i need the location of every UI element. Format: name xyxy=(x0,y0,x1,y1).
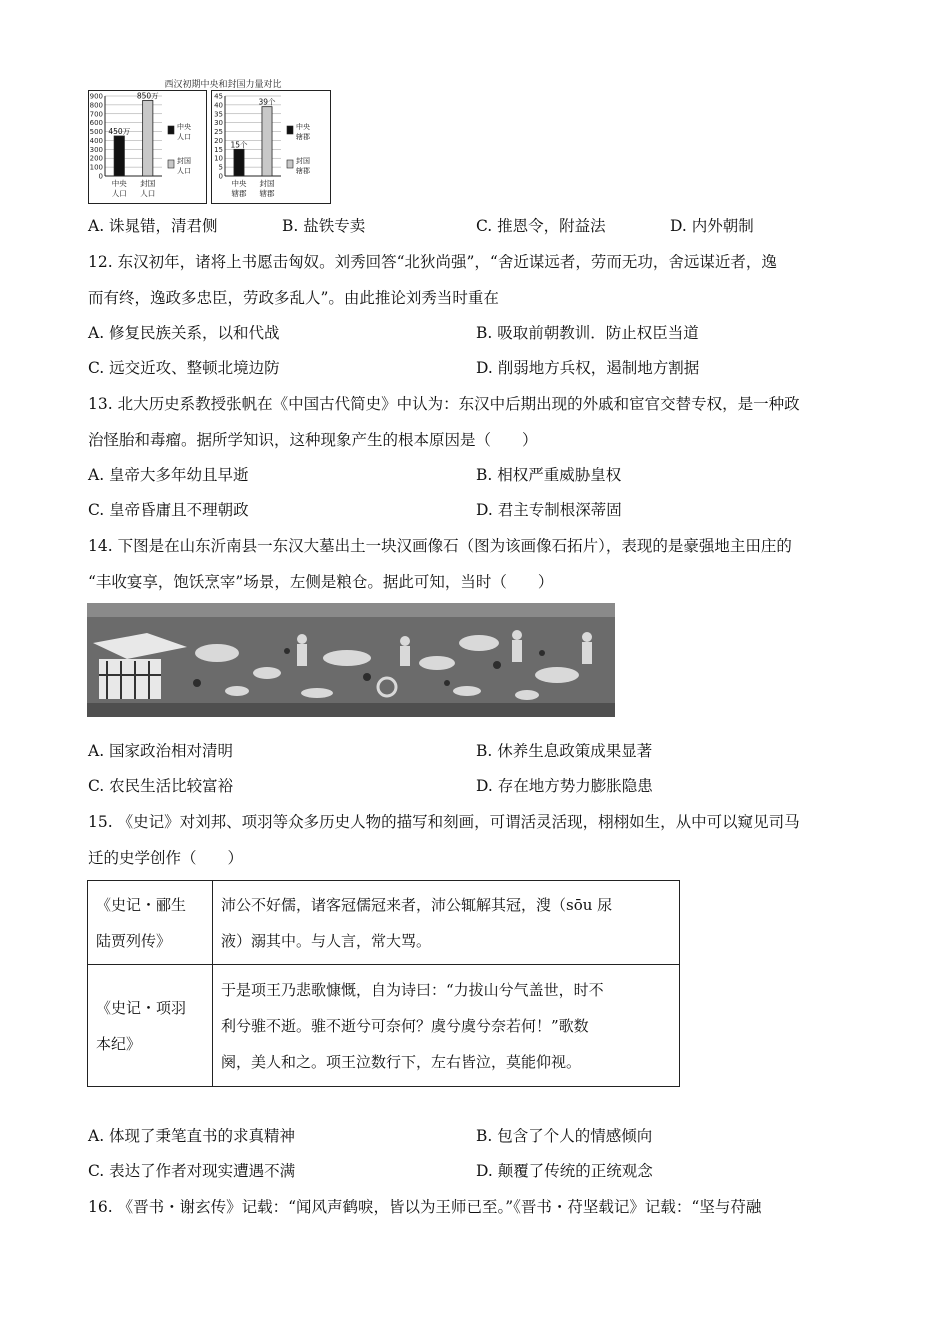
q14-option-d[interactable]: D. 存在地方势力膨胀隐患 xyxy=(476,777,653,795)
legend-swatch xyxy=(168,160,174,168)
q15-stem-line2: 迁的史学创作（ ） xyxy=(88,849,244,867)
legend-swatch xyxy=(287,160,293,168)
table-row xyxy=(88,965,680,1087)
x-tick-label: 封国 xyxy=(140,179,156,188)
table-row xyxy=(88,881,680,965)
q15-option-d[interactable]: D. 颠覆了传统的正统观念 xyxy=(476,1162,653,1180)
q11-chart-svg xyxy=(88,76,333,204)
y-tick-label: 20 xyxy=(214,136,223,145)
text-line: 沛公不好儒，诸客冠儒冠来者，沛公辄解其冠，溲（sōu 尿 xyxy=(221,895,613,914)
x-tick-label: 辖郡 xyxy=(231,189,247,198)
q12-option-c[interactable]: C. 远交近攻、整顿北境边防 xyxy=(88,359,280,377)
q11-option-a[interactable]: A. 诛晁错，清君侧 xyxy=(88,217,218,235)
x-tick-label: 封国 xyxy=(259,179,275,188)
q12-stem-line2: 而有终，逸政多忠臣，劳政多乱人”。由此推论刘秀当时重在 xyxy=(88,289,499,307)
rubbing-drawing xyxy=(87,603,615,717)
legend-label: 人口 xyxy=(177,167,191,175)
legend-swatch xyxy=(287,126,293,134)
q11-option-d[interactable]: D. 内外朝制 xyxy=(670,217,754,235)
y-tick-label: 600 xyxy=(89,119,103,128)
q13-stem-line2: 治怪胎和毒瘤。据所学知识，这种现象产生的根本原因是（ ） xyxy=(88,431,538,449)
y-tick-label: 500 xyxy=(89,128,103,137)
table-cell-source xyxy=(88,881,213,965)
y-tick-label: 40 xyxy=(214,101,223,110)
text-line: 液）溺其中。与人言，常大骂。 xyxy=(221,931,432,950)
legend-label: 中央 xyxy=(177,123,191,131)
source-line: 《史记・郦生 xyxy=(96,895,187,914)
commandery-chart xyxy=(212,91,331,204)
source-line: 《史记・项羽 xyxy=(96,998,187,1017)
legend-label: 辖郡 xyxy=(296,167,310,175)
population-chart xyxy=(89,91,207,204)
y-tick-label: 25 xyxy=(214,128,223,137)
x-tick-label: 中央 xyxy=(231,179,247,188)
y-tick-label: 400 xyxy=(89,136,103,145)
q13-option-c[interactable]: C. 皇帝昏庸且不理朝政 xyxy=(88,501,249,519)
text-line: 阕，美人和之。项王泣数行下，左右皆泣，莫能仰视。 xyxy=(221,1052,582,1071)
x-tick-label: 辖郡 xyxy=(259,189,275,198)
table-cell-text xyxy=(213,965,680,1087)
y-tick-label: 200 xyxy=(89,154,103,163)
table-cell-source xyxy=(88,965,213,1087)
legend-label: 封国 xyxy=(177,157,191,165)
q11-figure xyxy=(88,76,333,204)
q16-stem-line1: 16. 《晋书・谢玄传》记载：“闻风声鹤唳，皆以为王师已至。”《晋书・苻坚载记》记载：“坚与苻融 xyxy=(88,1198,762,1216)
q14-option-a[interactable]: A. 国家政治相对清明 xyxy=(88,742,234,760)
y-tick-label: 800 xyxy=(89,101,103,110)
bar-封国辖郡 xyxy=(262,107,272,176)
source-line: 陆贾列传》 xyxy=(96,931,172,950)
y-tick-label: 0 xyxy=(218,172,223,181)
y-tick-label: 100 xyxy=(89,163,103,172)
q12-option-d[interactable]: D. 削弱地方兵权，遏制地方割据 xyxy=(476,359,700,377)
q15-stem-line1: 15. 《史记》对刘邦、项羽等众多历史人物的描写和刻画，可谓活灵活现，栩栩如生，从中可以窥见司马 xyxy=(88,813,800,831)
q11-option-c[interactable]: C. 推恩令，附益法 xyxy=(476,217,606,235)
y-tick-label: 30 xyxy=(214,119,223,128)
q11-option-b[interactable]: B. 盐铁专卖 xyxy=(282,217,366,235)
y-tick-label: 900 xyxy=(89,92,103,101)
q13-stem-line1: 13. 北大历史系教授张帆在《中国古代简史》中认为：东汉中后期出现的外戚和宦官交替专权，是一种政 xyxy=(88,395,800,413)
y-tick-label: 35 xyxy=(214,110,223,119)
bar-中央辖郡 xyxy=(234,149,244,176)
source-line: 本纪》 xyxy=(96,1034,142,1053)
q12-option-a[interactable]: A. 修复民族关系，以和代战 xyxy=(88,324,280,342)
q14-stem-line1: 14. 下图是在山东沂南县一东汉大墓出土一块汉画像石（图为该画像石拓片），表现的是豪强地主田庄的 xyxy=(88,537,792,555)
x-tick-label: 人口 xyxy=(140,189,156,198)
q15-source-table xyxy=(87,880,680,1087)
text-line: 于是项王乃悲歌慷慨，自为诗曰：“力拔山兮气盖世，时不 xyxy=(221,980,604,999)
text-line: 利兮骓不逝。骓不逝兮可奈何？虞兮虞兮奈若何！”歌数 xyxy=(221,1016,589,1035)
q15-option-b[interactable]: B. 包含了个人的情感倾向 xyxy=(476,1127,653,1145)
y-tick-label: 5 xyxy=(218,163,223,172)
q12-option-b[interactable]: B. 吸取前朝教训．防止权臣当道 xyxy=(476,324,699,342)
y-tick-label: 45 xyxy=(214,92,223,101)
q13-option-b[interactable]: B. 相权严重威胁皇权 xyxy=(476,466,622,484)
data-label: 850万 xyxy=(136,91,159,101)
chart-title: 西汉初期中央和封国力量对比 xyxy=(164,80,282,90)
x-tick-label: 中央 xyxy=(111,179,127,188)
legend-label: 封国 xyxy=(296,157,310,165)
bar-中央人口 xyxy=(114,136,124,176)
x-tick-label: 人口 xyxy=(111,189,127,198)
y-tick-label: 15 xyxy=(214,145,223,154)
legend-label: 中央 xyxy=(296,123,310,131)
q13-option-d[interactable]: D. 君主专制根深蒂固 xyxy=(476,501,622,519)
legend-label: 人口 xyxy=(177,133,191,141)
q12-stem-line1: 12. 东汉初年，诸将上书愿击匈奴。刘秀回答“北狄尚强”，“舍近谋远者，劳而无功，舍远谋近者，逸 xyxy=(88,253,777,271)
y-tick-label: 700 xyxy=(89,110,103,119)
y-tick-label: 300 xyxy=(89,145,103,154)
y-tick-label: 0 xyxy=(98,172,103,181)
q15-option-c[interactable]: C. 表达了作者对现实遭遇不满 xyxy=(88,1162,296,1180)
q14-option-b[interactable]: B. 休养生息政策成果显著 xyxy=(476,742,653,760)
q13-option-a[interactable]: A. 皇帝大多年幼且早逝 xyxy=(88,466,249,484)
legend-swatch xyxy=(168,126,174,134)
q15-option-a[interactable]: A. 体现了秉笔直书的求真精神 xyxy=(88,1127,296,1145)
y-tick-label: 10 xyxy=(214,154,223,163)
bar-封国人口 xyxy=(143,100,153,176)
table-cell-text xyxy=(213,881,680,965)
han-stone-relief-rubbing-image xyxy=(87,603,615,717)
data-label: 15个 xyxy=(230,140,248,150)
data-label: 450万 xyxy=(108,127,131,136)
legend-label: 辖郡 xyxy=(296,133,310,141)
q14-option-c[interactable]: C. 农民生活比较富裕 xyxy=(88,777,234,795)
data-label: 39个 xyxy=(258,97,276,107)
q14-stem-line2: “丰收宴享，饱饫烹宰”场景，左侧是粮仓。据此可知，当时（ ） xyxy=(88,573,554,591)
